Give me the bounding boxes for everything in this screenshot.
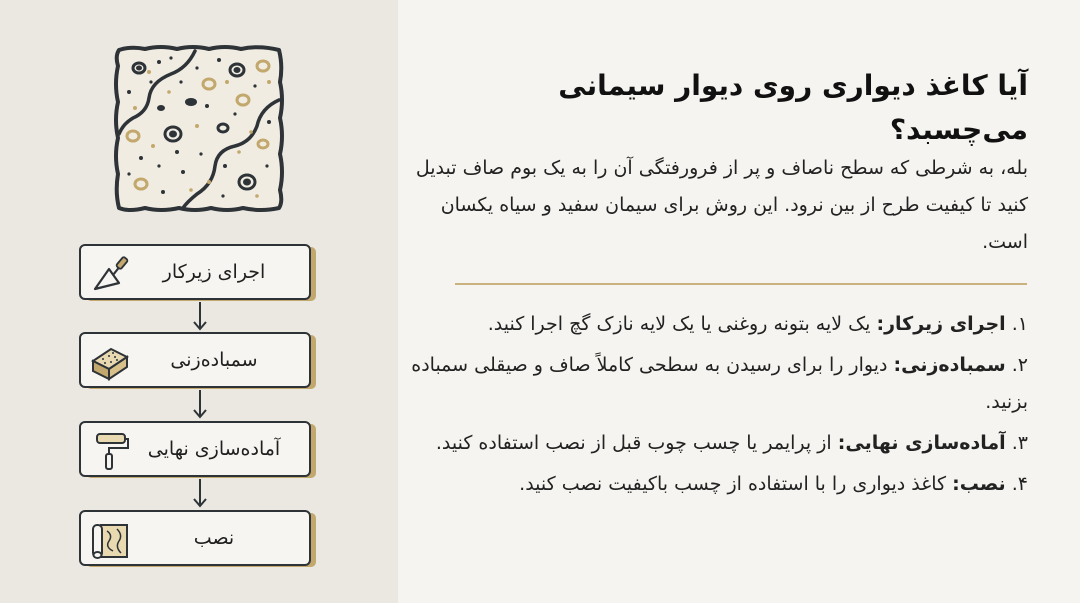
- wallpaper-roll-icon: [89, 519, 131, 561]
- list-item: [408, 306, 1028, 343]
- flow-step-label: آماده‌سازی نهایی: [147, 438, 281, 460]
- flow-step-install: [79, 510, 311, 566]
- step-text: دیوار را برای رسیدن به سطحی کاملاً صاف و صیقلی سمباده بزنید.: [411, 354, 1028, 413]
- intro-paragraph: بله، به شرطی که سطح ناصاف و پر از فرورفتگی آن را به یک بوم صاف تبدیل کنید تا کیفیت طرح از بین نرود. این روش برای سیمان سفید و سیاه یکسان است.: [415, 157, 1028, 253]
- step-number: ۲.: [1011, 354, 1028, 376]
- step-title: سمباده‌زنی:: [893, 354, 1006, 376]
- sanding-sponge-icon: [89, 341, 131, 383]
- list-item: [408, 466, 1028, 503]
- step-number: ۴.: [1011, 473, 1028, 495]
- flow-step-label: نصب: [193, 527, 235, 549]
- step-text: کاغذ دیواری را با استفاده از چسب باکیفیت نصب کنید.: [519, 473, 947, 495]
- page-title: آیا کاغذ دیواری روی دیوار سیمانی می‌چسبد؟: [558, 69, 1028, 146]
- paint-roller-icon: [89, 430, 131, 472]
- list-item: [408, 347, 1028, 421]
- flow-step-label: سمباده‌زنی: [170, 349, 258, 371]
- diagram-panel: [0, 0, 398, 603]
- trowel-icon: [89, 253, 131, 295]
- step-title: آماده‌سازی نهایی:: [837, 432, 1006, 454]
- arrow-down-icon: [192, 479, 208, 509]
- step-text: از پرایمر یا چسب چوب قبل از نصب استفاده کنید.: [435, 432, 832, 454]
- concrete-wall-icon: [111, 42, 287, 214]
- step-title: اجرای زیرکار:: [876, 313, 1006, 335]
- steps-list: [408, 306, 1028, 507]
- flow-step-label: اجرای زیرکار: [162, 261, 266, 283]
- flow-step-underlayer: [79, 244, 311, 300]
- step-title: نصب:: [952, 473, 1006, 495]
- list-item: [408, 425, 1028, 462]
- divider: [455, 283, 1027, 285]
- arrow-down-icon: [192, 302, 208, 332]
- flow-step-sanding: [79, 332, 311, 388]
- arrow-down-icon: [192, 390, 208, 420]
- step-text: یک لایه بتونه روغنی یا یک لایه نازک گچ اجرا کنید.: [487, 313, 871, 335]
- step-number: ۱.: [1011, 313, 1028, 335]
- step-number: ۳.: [1011, 432, 1028, 454]
- flow-step-final-prep: [79, 421, 311, 477]
